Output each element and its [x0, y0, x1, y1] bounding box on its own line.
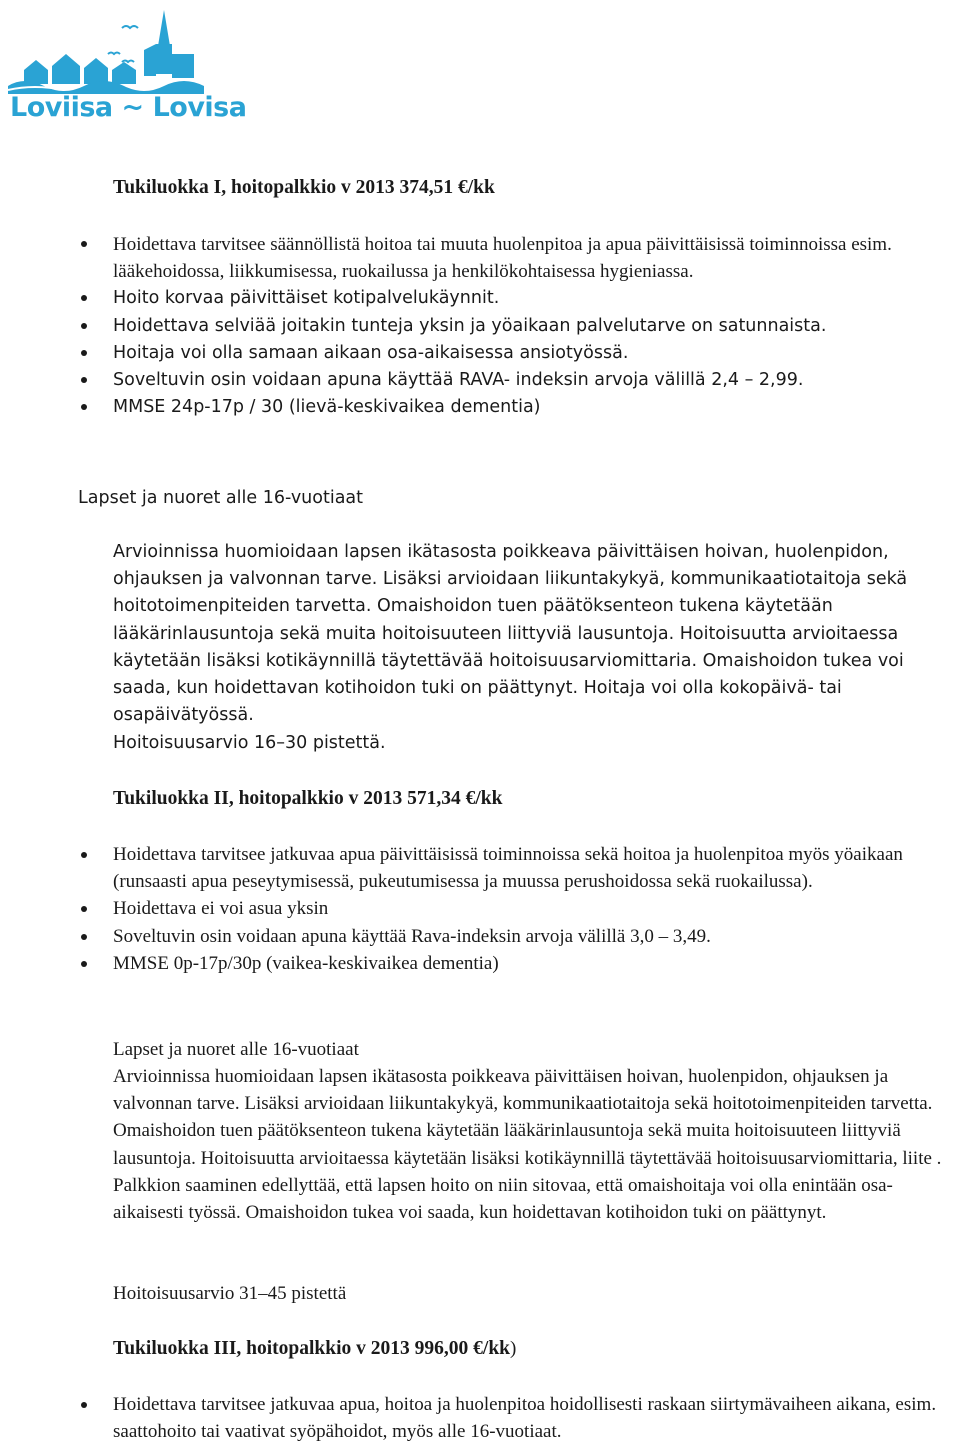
class3-heading-line: [113, 1335, 953, 1362]
list-item: Hoidettava tarvitsee säännöllistä hoitoa tai muuta huolenpitoa ja apua päivittäisissä toiminnoissa esim. lääkehoidossa, liikkumisessa, ruokailussa ja henkilökohtaisessa hygieniassa.: [113, 231, 953, 285]
class2-children-heading: Lapset ja nuoret alle 16-vuotiaat: [113, 1039, 359, 1060]
class3-heading-suffix: ): [510, 1338, 517, 1359]
class2-score: Hoitoisuusarvio 31–45 pistettä: [113, 1283, 347, 1304]
list-item: Hoitaja voi olla samaan aikaan osa-aikaisessa ansiotyössä.: [113, 340, 953, 367]
logo-text: Loviisa ~ Lovisa: [10, 92, 247, 123]
list-item: Hoidettava tarvitsee jatkuvaa apua, hoitoa ja huolenpitoa hoidollisesti raskaan siirtymävaiheen aikana, esim. saattohoito tai vaativat syöpähoidot, myös alle 16-vuotiaat.: [113, 1391, 953, 1445]
class2-heading: Tukiluokka II, hoitopalkkio v 2013 571,34 €/kk: [113, 788, 503, 809]
class1-children-heading: Lapset ja nuoret alle 16-vuotiaat: [78, 488, 364, 508]
class3-bullet-list: [113, 1391, 953, 1445]
loviisa-logo: [4, 6, 247, 123]
class1-children-text: Arvioinnissa huomioidaan lapsen ikätasosta poikkeava päivittäisen hoivan, huolenpidon, ohjauksen ja valvonnan tarve. Lisäksi arvioidaan liikuntakykyä, kommunikaatiotaitoja sekä hoitotoimenpiteiden tarvetta. Omaishoidon tuen päätöksenteon tukena käytetään lääkärinlausuntoja sekä muita hoitoisuuteen liittyviä lausuntoja. Hoitoisuutta arvioitaessa käytetään lisäksi kotikäynnillä täytettävää hoitoisuusarviomittaria. Omaishoidon tukea voi saada, kun hoidettavan kotihoidon tuki on päättynyt. Hoitaja voi olla kokopäivä- tai osapäivätyössä.: [113, 542, 908, 726]
class3-heading: Tukiluokka III, hoitopalkkio v 2013 996,00 €/kk: [113, 1338, 511, 1359]
class1-bullet-list: [113, 231, 953, 421]
class2-bullet-list: [113, 841, 953, 977]
class1-score: Hoitoisuusarvio 16–30 pistettä.: [113, 733, 386, 753]
list-item: Hoito korvaa päivittäiset kotipalvelukäynnit.: [113, 285, 953, 312]
list-item: Hoidettava ei voi asua yksin: [113, 895, 953, 922]
class2-children-text: Arvioinnissa huomioidaan lapsen ikätasosta poikkeava päivittäisen hoivan, huolenpidon, ohjauksen ja valvonnan tarve. Lisäksi arvioidaan liikuntakykyä, kommunikaatiotaitoja sekä hoitotoimenpiteiden tarvetta. Omaishoidon tuen päätöksenteon tukena käytetään lääkärinlausuntoja sekä muita hoitoisuuteen liittyviä lausuntoja. Hoitoisuutta arvioitaessa käytetään lisäksi kotikäynnillä täytettävää hoitoisuusarviomittaria, liite . Palkkion saaminen edellyttää, että lapsen hoito on niin sitovaa, että omaishoitaja voi olla enintään osa-aikaisesti työssä. Omaishoidon tukea voi saada, kun hoidettavan kotihoidon tuki on päättynyt.: [113, 1066, 942, 1224]
town-skyline-icon: [4, 6, 210, 96]
list-item: Soveltuvin osin voidaan apuna käyttää Rava-indeksin arvoja välillä 3,0 – 3,49.: [113, 923, 953, 950]
list-item: Soveltuvin osin voidaan apuna käyttää RAVA- indeksin arvoja välillä 2,4 – 2,99.: [113, 367, 953, 394]
list-item: MMSE 24p-17p / 30 (lievä-keskivaikea dementia): [113, 394, 953, 421]
list-item: MMSE 0p-17p/30p (vaikea-keskivaikea dementia): [113, 950, 953, 977]
class1-heading: Tukiluokka I, hoitopalkkio v 2013 374,51 €/kk: [113, 177, 495, 198]
list-item: Hoidettava tarvitsee jatkuvaa apua päivittäisissä toiminnoissa sekä hoitoa ja huolenpitoa myös yöaikaan (runsaasti apua peseytymisessä, pukeutumisessa ja muussa perushoidossa sekä ruokailussa).: [113, 841, 953, 895]
list-item: Hoidettava selviää joitakin tunteja yksin ja yöaikaan palvelutarve on satunnaista.: [113, 313, 953, 340]
